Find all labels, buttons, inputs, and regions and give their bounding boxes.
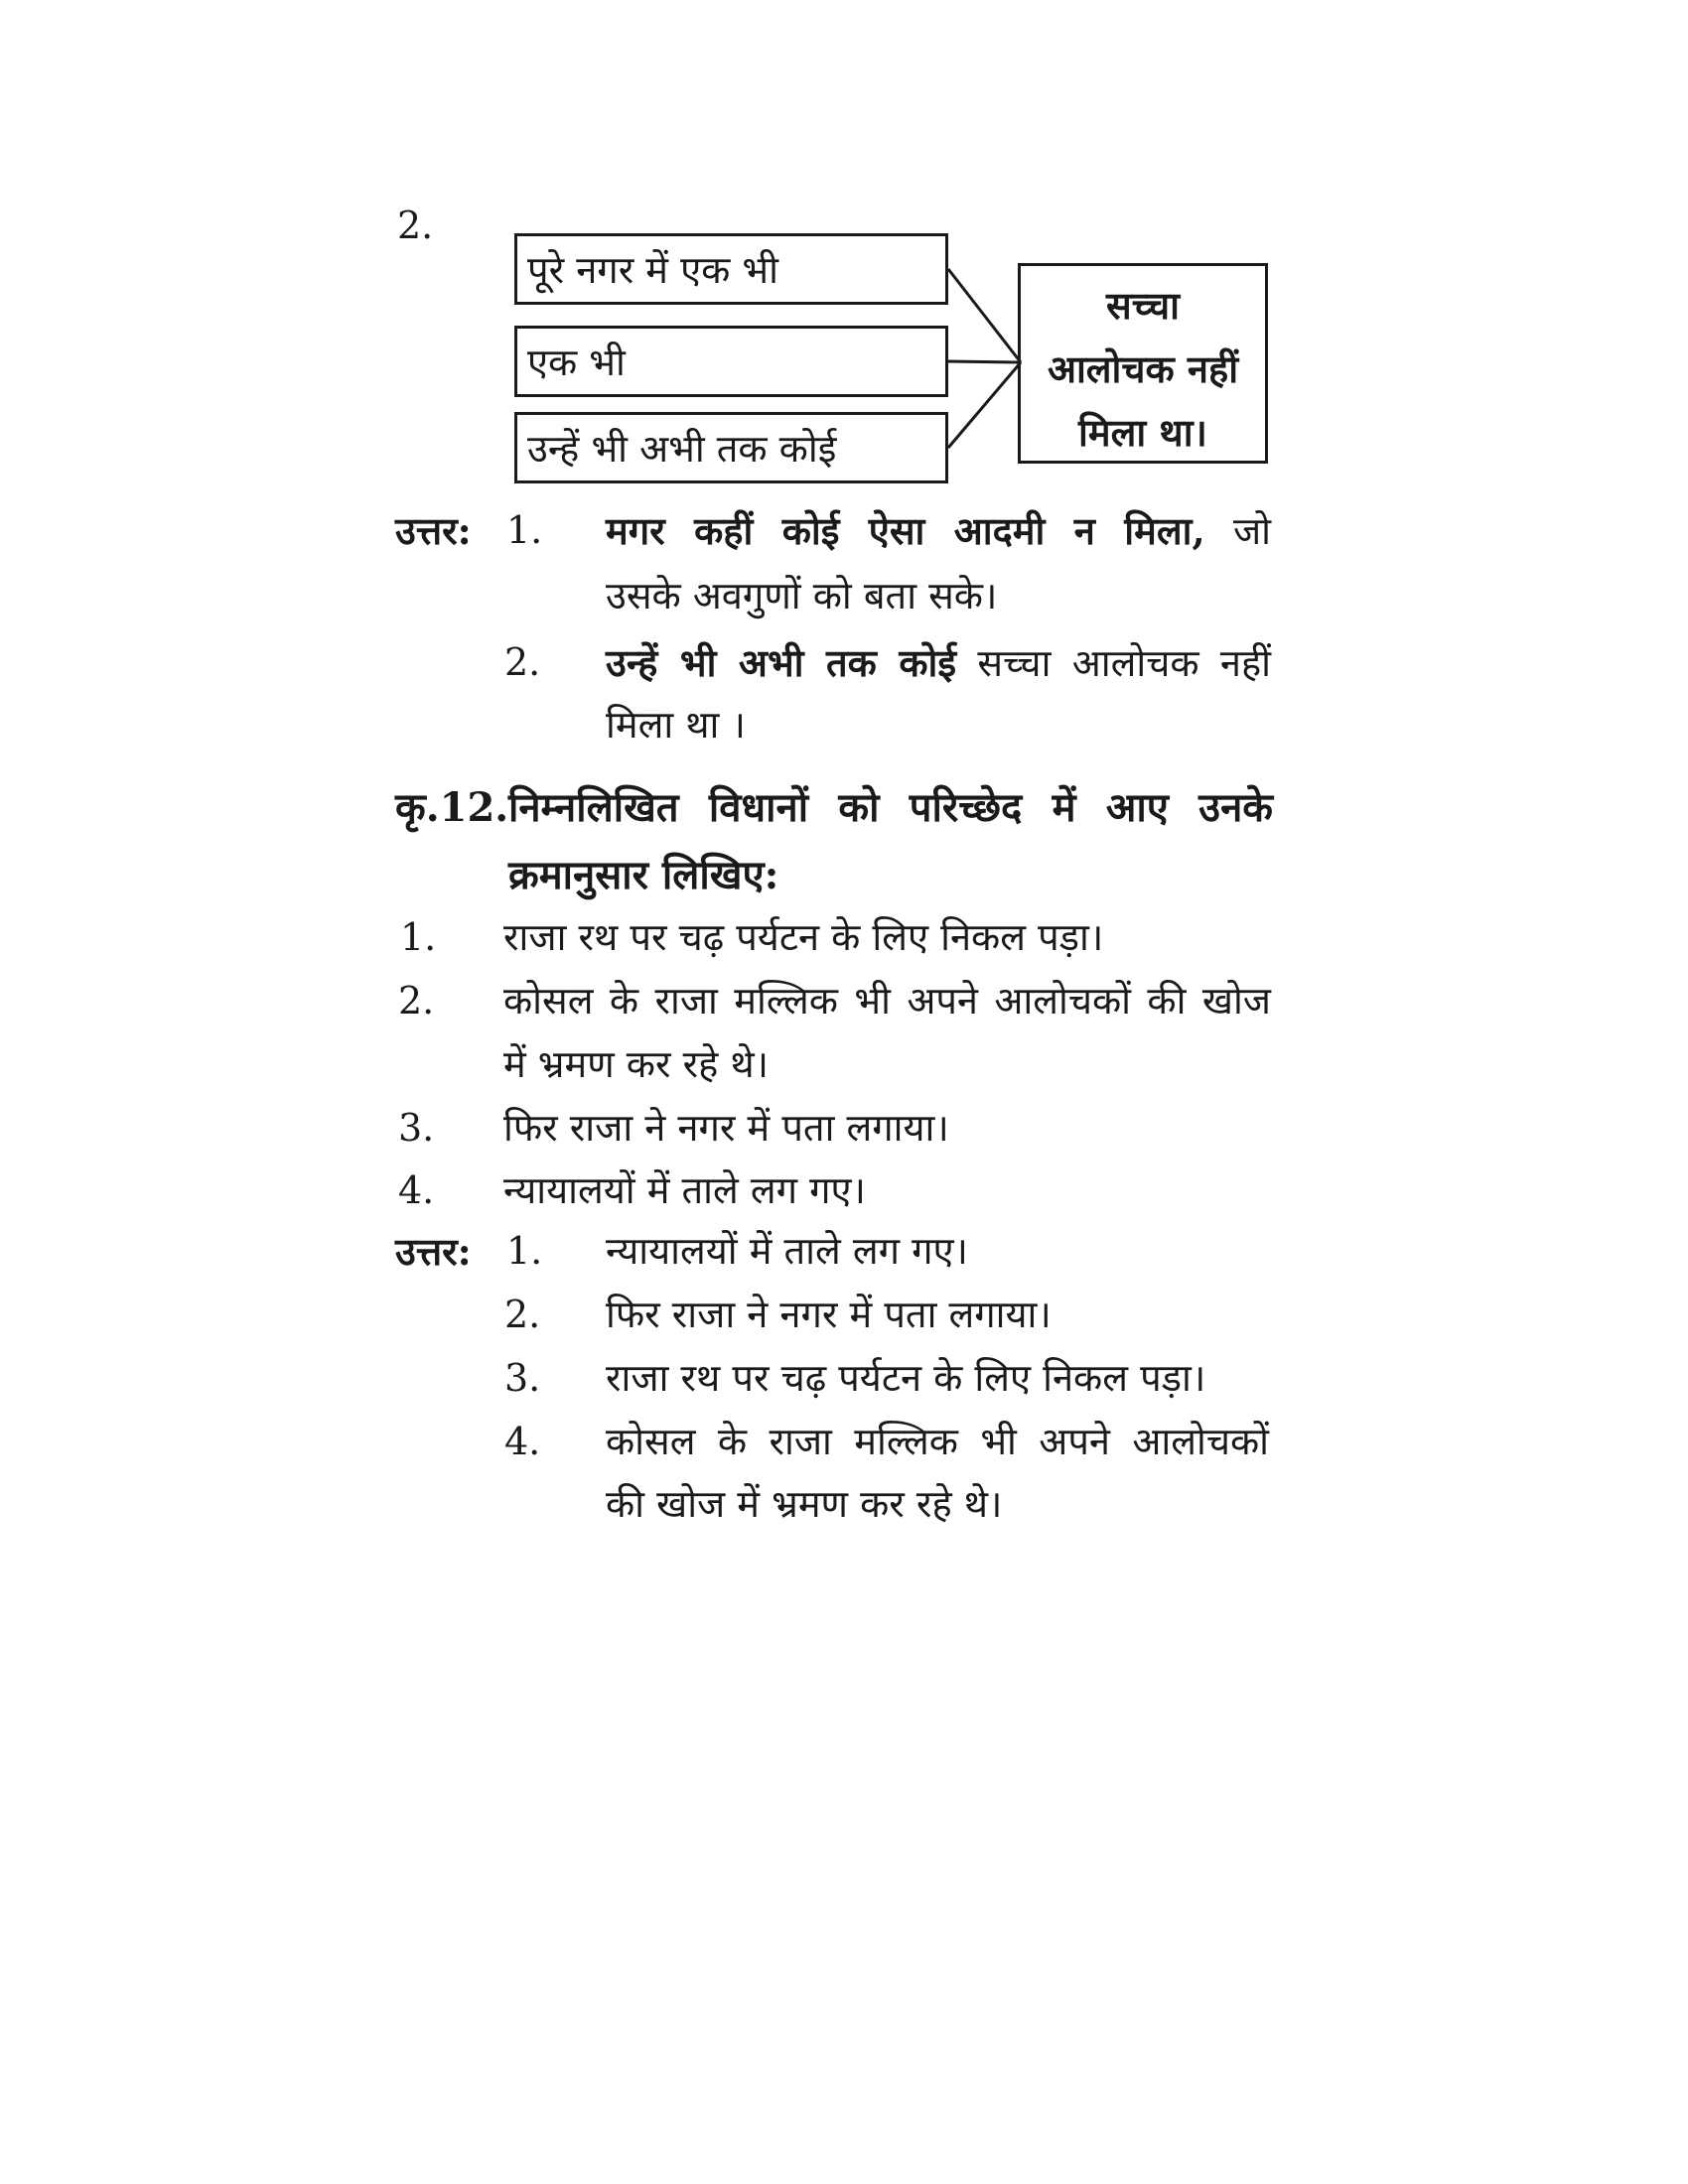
answer-item-number: 2. — [504, 640, 541, 684]
diagram-number: 2. — [397, 204, 434, 247]
question-text-line2: क्रमानुसार लिखिए: — [508, 852, 779, 898]
answer-item-text: न्यायालयों में ताले लग गए। — [606, 1229, 968, 1273]
diagram-box-3: उन्हें भी अभी तक कोई — [514, 412, 948, 483]
answer-item-text: राजा रथ पर चढ़ पर्यटन के लिए निकल पड़ा। — [606, 1356, 1206, 1400]
answer-bold-text: मगर कहीं कोई ऐसा आदमी न मिला, — [606, 508, 1205, 553]
answer-item-number: 2. — [504, 1293, 541, 1336]
answer-plain-text: सच्चा आलोचक नहीं — [956, 641, 1271, 685]
diagram-box-1: पूरे नगर में एक भी — [514, 233, 948, 305]
answer-item-text: फिर राजा ने नगर में पता लगाया। — [606, 1293, 1052, 1336]
statement-text: फिर राजा ने नगर में पता लगाया। — [503, 1106, 949, 1150]
diagram-box-2: एक भी — [514, 326, 948, 397]
statement-number: 1. — [400, 915, 437, 959]
question-text-line1: निम्नलिखित विधानों को परिच्छेद में आए उनके — [508, 784, 1273, 831]
answer-item-number: 4. — [504, 1420, 541, 1463]
result-line-2: आलोचक नहीं — [1047, 346, 1239, 391]
statement-text-line2: में भ्रमण कर रहे थे। — [503, 1042, 770, 1086]
question-number: कृ.12. — [395, 784, 509, 831]
answer-bold-text: उन्हें भी अभी तक कोई — [606, 640, 957, 685]
statement-text: कोसल के राजा मल्लिक भी अपने आलोचकों की खोज — [503, 979, 1271, 1023]
answer-item-line — [606, 640, 1271, 687]
statement-text: राजा रथ पर चढ़ पर्यटन के लिए निकल पड़ा। — [503, 915, 1104, 959]
result-line-1: सच्चा — [1106, 283, 1180, 328]
answer-label: उत्तर: — [395, 1229, 472, 1274]
answer-label: उत्तर: — [395, 508, 472, 553]
answer-item-line2: मिला था । — [606, 703, 746, 747]
answer-item-text: कोसल के राजा मल्लिक भी अपने आलोचकों — [606, 1420, 1269, 1463]
statement-number: 3. — [398, 1106, 435, 1150]
statement-number: 2. — [398, 979, 435, 1023]
answer-item-number: 3. — [504, 1356, 541, 1400]
result-line-3: मिला था। — [1078, 410, 1207, 455]
answer-item-number: 1. — [506, 1229, 543, 1273]
diagram-result-box — [1018, 263, 1268, 464]
answer-item-text-line2: की खोज में भ्रमण कर रहे थे। — [606, 1482, 1003, 1526]
statement-number: 4. — [398, 1168, 435, 1212]
diagram-connector-lines — [0, 0, 1688, 596]
answer-plain-text: जो — [1204, 509, 1271, 553]
answer-item-line — [606, 508, 1271, 555]
answer-item-number: 1. — [506, 508, 543, 552]
statement-text: न्यायालयों में ताले लग गए। — [503, 1168, 866, 1212]
answer-item-line2: उसके अवगुणों को बता सके। — [606, 574, 998, 617]
